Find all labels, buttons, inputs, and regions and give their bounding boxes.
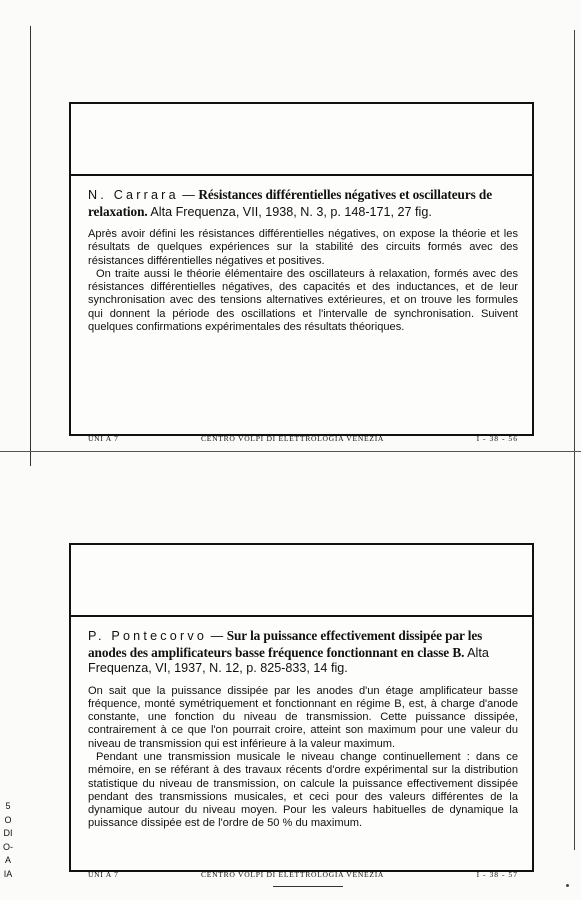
abstract-card-2 xyxy=(69,543,534,879)
page-separator xyxy=(0,451,581,452)
card-blank-header xyxy=(71,104,532,176)
paragraph: Pendant une transmission musicale le niveau change continuellement : dans ce mémoire, en se référant à des travaux récents d'ordre expérimental sur la distribution statistique du niveau de transmission, on calcule la puissance effectivement dissipée pendant des transmissions musicales, et ceci pour des valeurs différentes de la dynamique autour du niveau moyen. Pour les valeurs habituelles de dynamique la puissance dissipée est de l'ordre de 50 % du maximum. xyxy=(88,750,518,830)
author: P. Pontecorvo xyxy=(88,629,208,643)
card-blank-header xyxy=(71,545,532,617)
card-footer xyxy=(71,865,532,881)
abstract-text xyxy=(88,685,518,831)
footer-institution: CENTRO VOLPI DI ELETTROLOGIA VENEZIA xyxy=(201,870,385,879)
footer-standard: UNI A 7 xyxy=(88,870,119,879)
dash: — xyxy=(210,629,224,643)
left-margin-rule xyxy=(30,26,31,466)
journal-reference: Alta Frequenza, VII, 1938, N. 3, p. 148-171, 27 fig. xyxy=(150,204,432,219)
paragraph: On sait que la puissance dissipée par les anodes d'un étage amplificateur basse fréquence, monté symétriquement et fonctionnant en régime B, est, à charge d'anode constante, une fonction du niveau de transmission. Cette puissance dissipée, contrairement à ce que l'on pourrait croire, atteint son maximum pour une valeur du niveau de transmission qui est inférieure à la valeur maximum. xyxy=(88,684,518,750)
footer-institution: CENTRO VOLPI DI ELETTROLOGIA VENEZIA xyxy=(201,434,385,443)
fragment-line: A xyxy=(4,855,11,865)
paragraph: Après avoir défini les résistances différentielles négatives, on expose la théorie et les résultats de quelques expériences sur la stabilité des circuits formés avec des résistances différentielles négatives et positives. xyxy=(88,228,518,267)
fragment-line: DI xyxy=(3,828,13,838)
fragment-line: O- xyxy=(3,841,13,852)
card-heading xyxy=(88,187,518,220)
journal-reference: Alta Frequenza, VI, 1937, N. 12, p. 825-833, 14 fig. xyxy=(88,645,489,675)
abstract-text xyxy=(88,228,518,334)
fragment-line: 5 xyxy=(5,801,11,811)
speck xyxy=(566,884,569,887)
bottom-rule xyxy=(273,886,343,887)
footer-catalog-number: I - 38 - 57 xyxy=(476,870,518,879)
paragraph: On traite aussi le théorie élémentaire des oscillateurs à relaxation, formés avec des résistances différentielles négatives, des capacités et des inductances, et de leur synchronisation avec des tensions alternatives extérieures, et on trouve les formules qui donnent la période des oscillations et l'intervalle de synchronisation. Suivent quelques confirmations expérimentales des résultats théoriques. xyxy=(88,267,518,334)
margin-text-fragment xyxy=(2,800,14,881)
fragment-line: O xyxy=(4,814,12,825)
card-heading xyxy=(88,628,518,677)
author: N. Carrara xyxy=(88,188,179,202)
footer-standard: UNI A 7 xyxy=(88,434,119,443)
fragment-line: IA xyxy=(3,868,13,879)
footer-catalog-number: I - 38 - 56 xyxy=(476,434,518,443)
dash: — xyxy=(182,188,195,202)
article-title: Sur la puissance effectivement dissipée par les anodes des amplificateurs basse fréquence fonctionnant en classe B. xyxy=(88,628,483,660)
article-title: Résistances différentielles négatives et oscillateurs de relaxation. xyxy=(88,187,493,219)
right-margin-rule xyxy=(574,30,575,850)
abstract-card-1 xyxy=(69,102,534,443)
card-footer xyxy=(71,429,532,445)
